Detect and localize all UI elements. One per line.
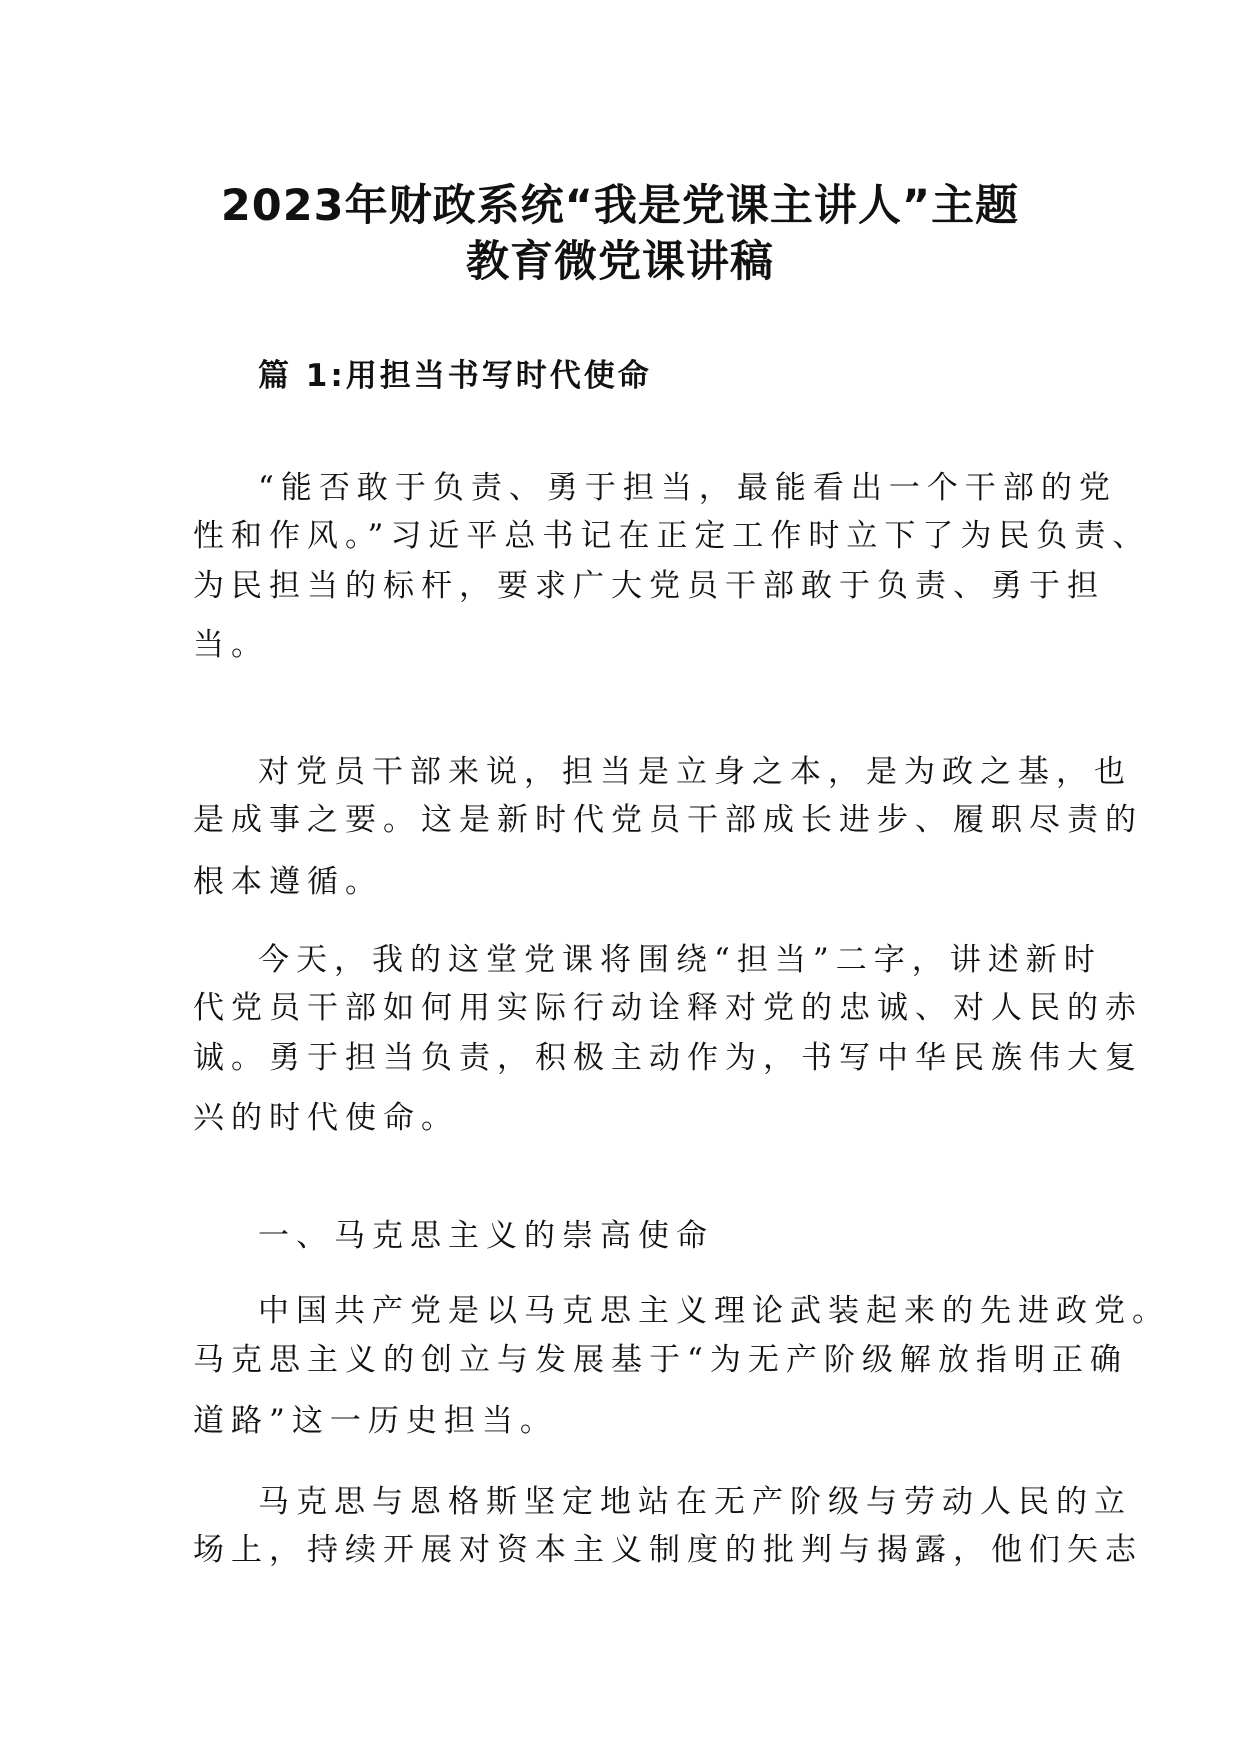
paragraph-line: 场上，持续开展对资本主义制度的批判与揭露，他们矢志 xyxy=(193,1532,1143,1568)
paragraph-line: 道路”这一历史担当。 xyxy=(193,1403,558,1439)
paragraph-line: 是成事之要。这是新时代党员干部成长进步、履职尽责的 xyxy=(193,802,1143,838)
paragraph-line: 今天，我的这堂党课将围绕“担当”二字，讲述新时 xyxy=(258,942,1102,978)
paragraph-line: 马克思主义的创立与发展基于“为无产阶级解放指明正确 xyxy=(193,1342,1128,1378)
document-title-line-1: 2023年财政系统“我是党课主讲人”主题 xyxy=(220,181,1020,231)
subsection-heading: 一、马克思主义的崇高使命 xyxy=(258,1218,714,1254)
paragraph-line: 根本遵循。 xyxy=(193,864,383,900)
section-heading: 篇 1:用担当书写时代使命 xyxy=(258,358,652,394)
paragraph-line: 为民担当的标杆，要求广大党员干部敢于负责、勇于担 xyxy=(193,568,1105,604)
paragraph-line: 诚。勇于担当负责，积极主动作为，书写中华民族伟大复 xyxy=(193,1040,1143,1076)
paragraph-line: “能否敢于负责、勇于担当，最能看出一个干部的党 xyxy=(258,470,1117,506)
paragraph-line: 兴的时代使命。 xyxy=(193,1100,459,1136)
paragraph-line: 性和作风。”习近平总书记在正定工作时立下了为民负责、 xyxy=(193,518,1151,554)
paragraph-line: 代党员干部如何用实际行动诠释对党的忠诚、对人民的赤 xyxy=(193,990,1143,1026)
paragraph-line: 当。 xyxy=(193,627,269,663)
document-title-line-2: 教育微党课讲稿 xyxy=(466,237,774,287)
paragraph-line: 中国共产党是以马克思主义理论武装起来的先进政党。 xyxy=(258,1293,1170,1329)
paragraph-line: 对党员干部来说，担当是立身之本，是为政之基，也 xyxy=(258,754,1132,790)
paragraph-line: 马克思与恩格斯坚定地站在无产阶级与劳动人民的立 xyxy=(258,1484,1132,1520)
